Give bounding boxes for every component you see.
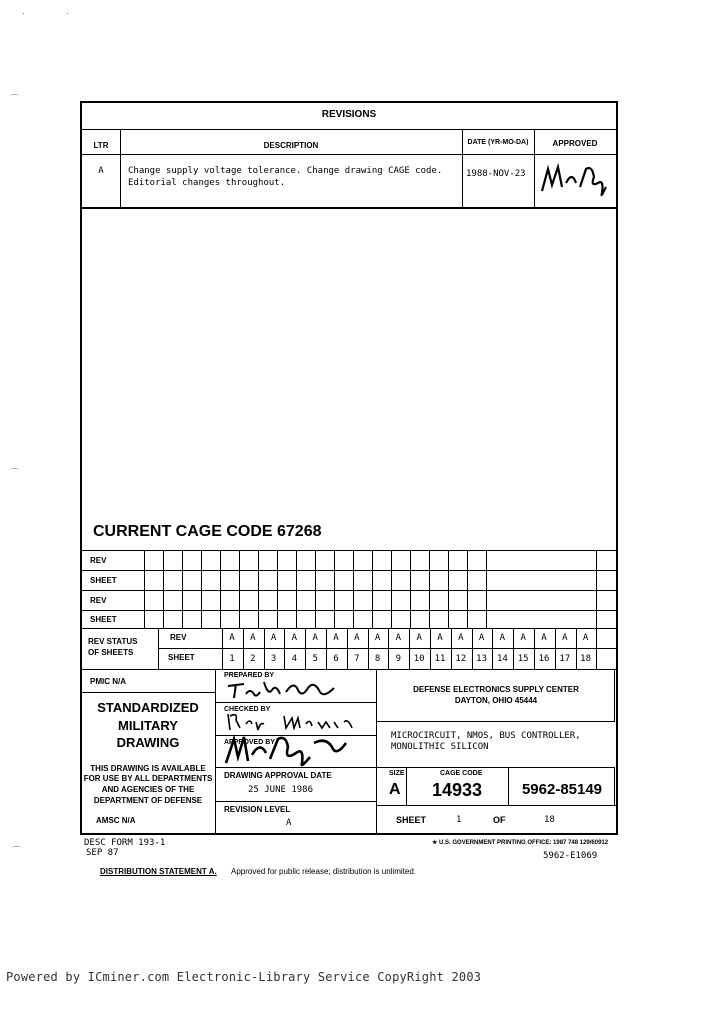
form-number: DESC FORM 193-1 xyxy=(84,838,166,848)
revisions-title: REVISIONS xyxy=(321,109,377,120)
sheet-number-cell: 14 xyxy=(496,654,508,664)
rev-status-cell: A xyxy=(312,633,318,643)
standardized-line-1: STANDARDIZED xyxy=(97,700,199,715)
document-number: 5962-E1069 xyxy=(543,851,598,861)
status-row-label: SHEET xyxy=(90,615,117,624)
sheet-number-cell: 4 xyxy=(291,654,298,664)
status-row-label: REV xyxy=(90,596,107,605)
total-sheets: 18 xyxy=(544,815,555,825)
current-cage-code: CURRENT CAGE CODE 67268 xyxy=(93,523,322,540)
punch-mark: ⌒ xyxy=(12,846,22,856)
sheet-number-cell: 8 xyxy=(374,654,381,664)
sheet-number-cell: 11 xyxy=(434,654,446,664)
rev-status-cell: A xyxy=(582,633,589,643)
size-value: A xyxy=(389,781,401,798)
standardized-line-2: MILITARY xyxy=(118,718,178,733)
revision-level-label: REVISION LEVEL xyxy=(224,805,291,814)
sheet-label: SHEET xyxy=(396,815,427,825)
revision-level: A xyxy=(286,818,292,828)
rev-status-cell: A xyxy=(562,633,568,643)
sheet-number-cell: 13 xyxy=(476,654,488,664)
rev-status-cell: A xyxy=(478,633,485,643)
status-row-label: REV xyxy=(90,556,107,565)
sheet-number-cell: 6 xyxy=(333,654,339,664)
amsc: AMSC N/A xyxy=(96,816,136,825)
cage-code-label: CAGE CODE xyxy=(440,770,483,777)
prepared-by-label: PREPARED BY xyxy=(224,672,275,679)
sheet-number-cell: 12 xyxy=(455,654,467,664)
approved-by-label: APPROVED BY xyxy=(224,739,275,746)
agency-line-1: DEFENSE ELECTRONICS SUPPLY CENTER xyxy=(413,685,579,694)
rev-status-cell: A xyxy=(291,633,298,643)
status-row-label: SHEET xyxy=(90,576,117,585)
punch-mark: ⌒ xyxy=(10,94,20,104)
rev-status-cell: A xyxy=(499,633,506,643)
rev-status-cell: A xyxy=(374,633,381,643)
sheet-number-cell: 2 xyxy=(250,654,256,664)
agency-line-2: DAYTON, OHIO 45444 xyxy=(454,696,538,705)
size-label: SIZE xyxy=(389,770,405,777)
checker-signature xyxy=(224,708,364,734)
title-line-1: MICROCIRCUIT, NMOS, BUS CONTROLLER, xyxy=(391,731,581,741)
ltr-header: LTR xyxy=(93,141,109,150)
rev-status-cell: A xyxy=(416,633,422,643)
title-line-2: MONOLITHIC SILICON xyxy=(391,742,489,752)
status-sheet-label: SHEET xyxy=(168,653,195,662)
rev-status-label-2: OF SHEETS xyxy=(88,648,134,657)
sheet-number-cell: 3 xyxy=(270,654,277,664)
approval-date: 25 JUNE 1986 xyxy=(248,785,314,795)
sheet-number-cell: 7 xyxy=(354,654,360,664)
sheet-number-cell: 10 xyxy=(413,654,425,664)
availability-line-3: AND AGENCIES OF THE xyxy=(101,785,195,794)
sheet-number: 1 xyxy=(456,815,462,825)
availability-line-1: THIS DRAWING IS AVAILABLE xyxy=(90,764,206,773)
form-date: SEP 87 xyxy=(86,848,119,858)
revision-description-1: Change supply voltage tolerance. Change drawing CAGE code. xyxy=(128,166,443,176)
preparer-signature xyxy=(224,676,344,702)
rev-status-cell: A xyxy=(354,633,360,643)
sheet-number-cell: 5 xyxy=(312,654,318,664)
sheet-number-cell: 1 xyxy=(229,654,235,664)
sheet-number-cell: 9 xyxy=(395,654,402,664)
cage-code-value: 14933 xyxy=(432,780,483,800)
rev-status-label-1: REV STATUS xyxy=(88,637,138,646)
rev-status-cell: A xyxy=(333,633,339,643)
date-header: DATE (YR-MO-DA) xyxy=(467,139,529,146)
punch-mark: ⌒ xyxy=(10,468,20,478)
distribution-statement-text: Approved for public release; distribution is unlimited. xyxy=(231,867,416,876)
rev-status-cell: A xyxy=(270,633,277,643)
footer-copyright: Powered by ICminer.com Electronic-Library Service CopyRight 2003 xyxy=(6,970,482,984)
distribution-statement-label: DISTRIBUTION STATEMENT A. xyxy=(100,867,217,876)
scan-mark: · xyxy=(22,8,25,18)
sheet-number-cell: 15 xyxy=(517,654,529,664)
sheet-number-cell: 18 xyxy=(580,654,592,664)
scan-mark: · xyxy=(66,8,69,18)
rev-status-cell: A xyxy=(250,633,256,643)
sheet-number-cell: 16 xyxy=(538,654,550,664)
description-header: DESCRIPTION xyxy=(263,141,319,150)
approved-header: APPROVED xyxy=(552,139,598,148)
revision-ltr: A xyxy=(98,166,104,176)
of-label: OF xyxy=(493,815,506,825)
rev-status-cell: A xyxy=(395,633,402,643)
approval-date-label: DRAWING APPROVAL DATE xyxy=(224,771,332,780)
availability-line-2: FOR USE BY ALL DEPARTMENTS xyxy=(83,774,213,783)
status-rev-label: REV xyxy=(170,633,187,642)
availability-line-4: DEPARTMENT OF DEFENSE xyxy=(93,796,203,805)
revision-date: 1988-NOV-23 xyxy=(466,169,526,179)
sheet-number-cell: 17 xyxy=(559,654,571,664)
standardized-line-3: DRAWING xyxy=(116,735,180,750)
pmic: PMIC N/A xyxy=(90,677,126,686)
rev-status-cell: A xyxy=(458,633,464,643)
rev-status-cell: A xyxy=(229,633,235,643)
rev-status-cell: A xyxy=(541,633,547,643)
rev-status-cell: A xyxy=(437,633,443,643)
drawing-number: 5962-85149 xyxy=(521,781,603,798)
approver-signature xyxy=(222,733,362,769)
revisions-block xyxy=(80,101,618,209)
rev-status-cell: A xyxy=(520,633,526,643)
checked-by-label: CHECKED BY xyxy=(224,706,271,713)
printing-office: ★ U.S. GOVERNMENT PRINTING OFFICE: 1987 748 129/60912 xyxy=(432,840,609,846)
revision-description-2: Editorial changes throughout. xyxy=(128,178,286,188)
approval-signature xyxy=(538,157,614,201)
